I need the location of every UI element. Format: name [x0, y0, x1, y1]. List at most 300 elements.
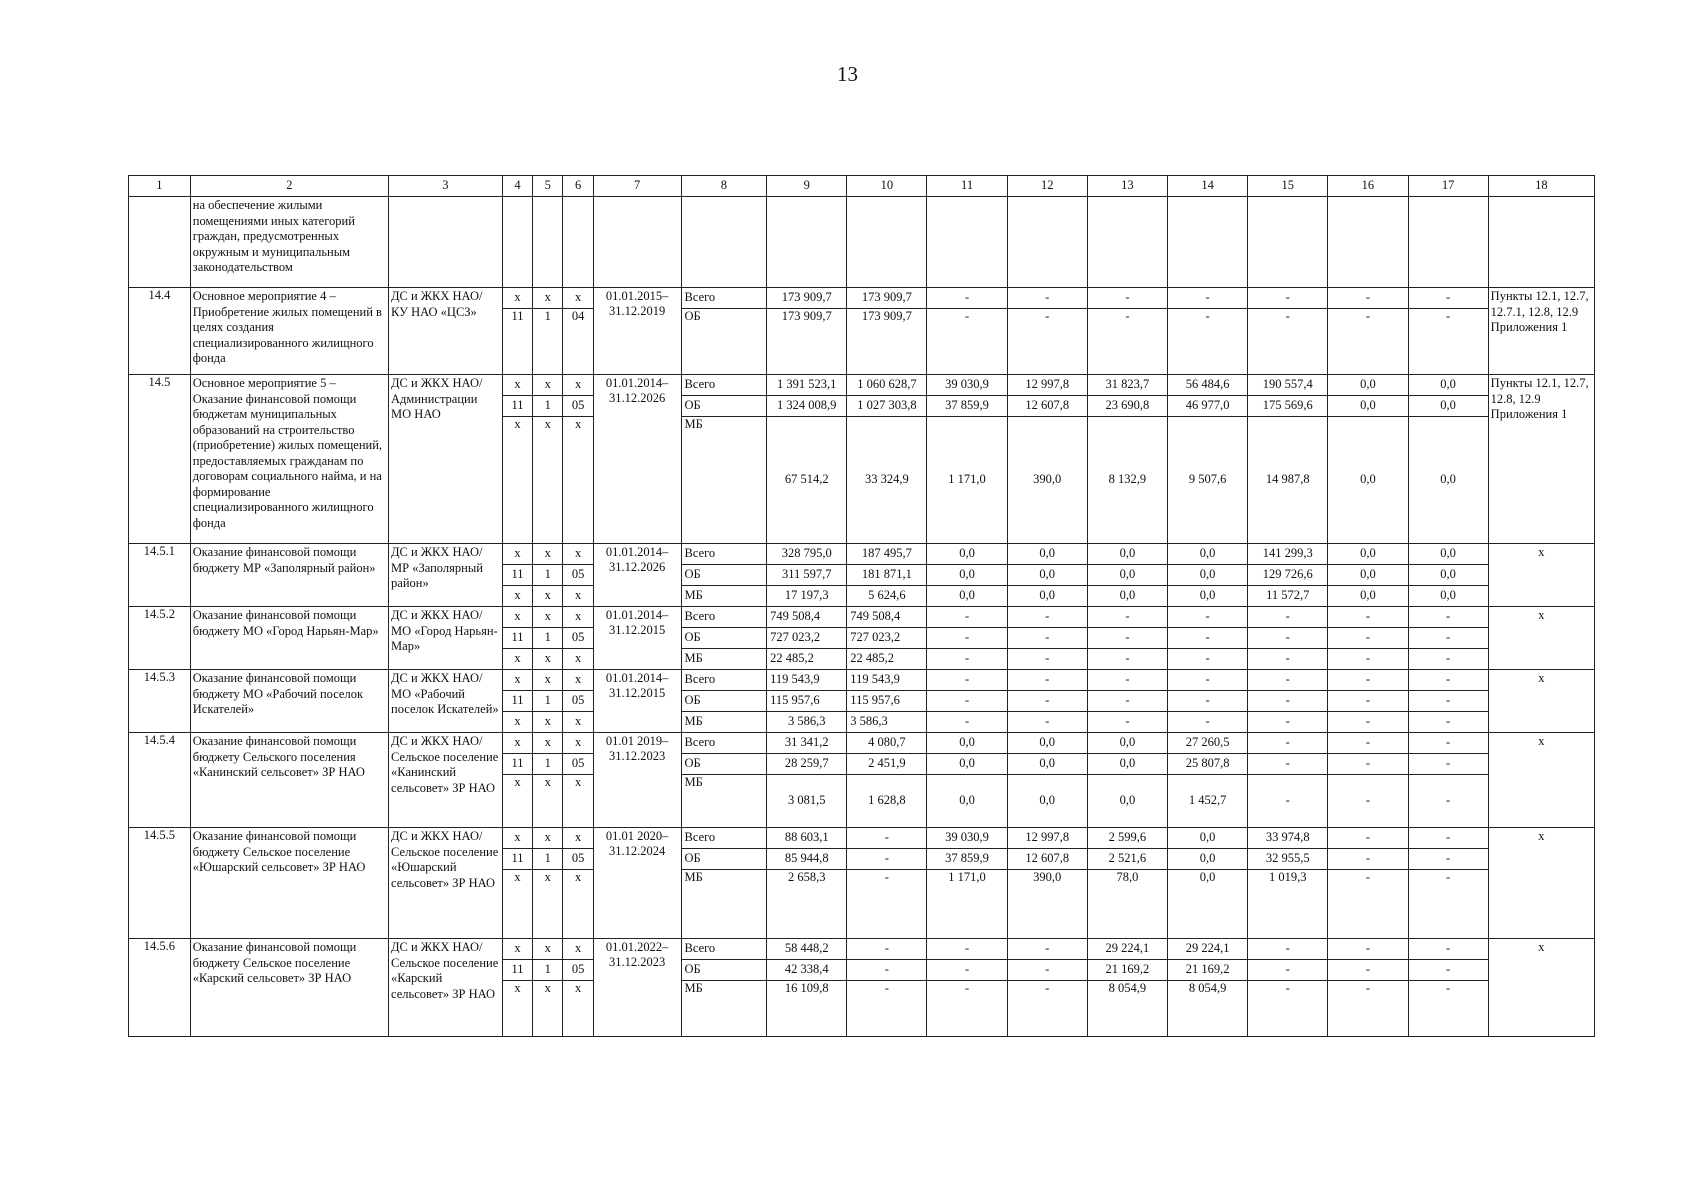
period: 01.01.2014– 31.12.2026: [593, 375, 681, 544]
code-cell: 11: [502, 309, 532, 375]
value-cell: -: [1087, 691, 1167, 712]
value-cell: -: [1248, 960, 1328, 981]
code-cell: х: [533, 733, 563, 754]
code-cell: х: [502, 775, 532, 828]
period: 01.01.2014– 31.12.2015: [593, 670, 681, 733]
value-cell: 12 997,8: [1007, 828, 1087, 849]
code-cell: 05: [563, 849, 593, 870]
value-cell: -: [1328, 309, 1408, 375]
value-cell: -: [1248, 628, 1328, 649]
funding-source: ОБ: [681, 691, 767, 712]
value-cell: 173 909,7: [767, 309, 847, 375]
value-cell: 21 169,2: [1167, 960, 1247, 981]
value-cell: -: [1087, 670, 1167, 691]
value-cell: -: [1007, 691, 1087, 712]
value-cell: -: [1007, 309, 1087, 375]
value-cell: 1 171,0: [927, 417, 1007, 544]
value-cell: 42 338,4: [767, 960, 847, 981]
value-cell: -: [847, 870, 927, 939]
code-cell: х: [563, 712, 593, 733]
value-cell: 8 054,9: [1167, 981, 1247, 1037]
funding-source: ОБ: [681, 628, 767, 649]
row-number: 14.5.1: [129, 544, 191, 607]
value-cell: 23 690,8: [1087, 396, 1167, 417]
value-cell: 0,0: [1408, 586, 1488, 607]
value-cell: 3 586,3: [847, 712, 927, 733]
code-cell: 1: [533, 309, 563, 375]
value-cell: 56 484,6: [1167, 375, 1247, 396]
code-cell: х: [563, 288, 593, 309]
funding-source: МБ: [681, 775, 767, 828]
value-cell: -: [927, 649, 1007, 670]
value-cell: 0,0: [1408, 396, 1488, 417]
value-cell: -: [927, 607, 1007, 628]
funding-source: МБ: [681, 586, 767, 607]
value-cell: 0,0: [1167, 828, 1247, 849]
value-cell: -: [1408, 981, 1488, 1037]
code-cell: х: [563, 417, 593, 544]
value-cell: -: [1408, 870, 1488, 939]
value-cell: 39 030,9: [927, 375, 1007, 396]
value-cell: -: [1248, 712, 1328, 733]
row-number: 14.5.3: [129, 670, 191, 733]
code-cell: 05: [563, 960, 593, 981]
value-cell: -: [927, 670, 1007, 691]
program-table: [128, 175, 1595, 1037]
code-cell: х: [563, 586, 593, 607]
table-row: [129, 544, 1595, 565]
activity-name: Оказание финансовой помощи бюджету Сельское поселение «Карский сельсовет» ЗР НАО: [190, 939, 388, 1037]
value-cell: 115 957,6: [847, 691, 927, 712]
value-cell: -: [1328, 849, 1408, 870]
code-cell: 11: [502, 691, 532, 712]
code-cell: х: [502, 544, 532, 565]
code-cell: х: [533, 288, 563, 309]
value-cell: -: [1408, 691, 1488, 712]
value-cell: 46 977,0: [1167, 396, 1247, 417]
col-header: 3: [389, 176, 503, 197]
value-cell: 37 859,9: [927, 396, 1007, 417]
note-cell: х: [1488, 544, 1594, 607]
col-header: 10: [847, 176, 927, 197]
code-cell: 05: [563, 628, 593, 649]
value-cell: -: [1328, 754, 1408, 775]
value-cell: 0,0: [1328, 396, 1408, 417]
value-cell: -: [927, 628, 1007, 649]
value-cell: 0,0: [1328, 565, 1408, 586]
page-number: 13: [837, 62, 858, 86]
value-cell: -: [1408, 712, 1488, 733]
value-cell: -: [1248, 775, 1328, 828]
value-cell: 8 132,9: [1087, 417, 1167, 544]
value-cell: -: [1007, 981, 1087, 1037]
value-cell: -: [927, 960, 1007, 981]
note-cell: Пункты 12.1, 12.7, 12.7.1, 12.8, 12.9 Приложения 1: [1488, 288, 1594, 375]
code-cell: 11: [502, 628, 532, 649]
value-cell: 37 859,9: [927, 849, 1007, 870]
value-cell: -: [1408, 309, 1488, 375]
value-cell: -: [1007, 628, 1087, 649]
value-cell: -: [1328, 775, 1408, 828]
value-cell: -: [1328, 628, 1408, 649]
col-header: 16: [1328, 176, 1408, 197]
value-cell: 119 543,9: [847, 670, 927, 691]
value-cell: 2 451,9: [847, 754, 927, 775]
value-cell: 115 957,6: [767, 691, 847, 712]
activity-name: Оказание финансовой помощи бюджету Сельского поселения «Канинский сельсовет» ЗР НАО: [190, 733, 388, 828]
activity-name: Основное мероприятие 5 – Оказание финансовой помощи бюджетам муниципальных образований на строительство (приобретение) жилых помещений, предоставляемых гражданам по договорам социального найма, и на формирование специализированного жилищного фонда: [190, 375, 388, 544]
code-cell: х: [533, 417, 563, 544]
value-cell: 727 023,2: [847, 628, 927, 649]
value-cell: 5 624,6: [847, 586, 927, 607]
period: 01.01.2014– 31.12.2015: [593, 607, 681, 670]
value-cell: -: [1087, 607, 1167, 628]
executor: ДС и ЖКХ НАО/ МО «Город Нарьян-Мар»: [389, 607, 503, 670]
value-cell: 190 557,4: [1248, 375, 1328, 396]
value-cell: 4 080,7: [847, 733, 927, 754]
value-cell: -: [1408, 649, 1488, 670]
value-cell: 33 974,8: [1248, 828, 1328, 849]
value-cell: 0,0: [1007, 565, 1087, 586]
value-cell: -: [1408, 939, 1488, 960]
code-cell: х: [533, 981, 563, 1037]
period: 01.01.2014– 31.12.2026: [593, 544, 681, 607]
value-cell: 25 807,8: [1167, 754, 1247, 775]
funding-source: МБ: [681, 870, 767, 939]
code-cell: 1: [533, 691, 563, 712]
executor: ДС и ЖКХ НАО/ Сельское поселение «Канинский сельсовет» ЗР НАО: [389, 733, 503, 828]
value-cell: 21 169,2: [1087, 960, 1167, 981]
code-cell: х: [502, 670, 532, 691]
value-cell: 0,0: [1167, 565, 1247, 586]
col-header: 6: [563, 176, 593, 197]
value-cell: 0,0: [1408, 417, 1488, 544]
value-cell: -: [927, 288, 1007, 309]
code-cell: 11: [502, 565, 532, 586]
value-cell: -: [1328, 649, 1408, 670]
col-header: 8: [681, 176, 767, 197]
value-cell: 187 495,7: [847, 544, 927, 565]
code-cell: 11: [502, 396, 532, 417]
value-cell: 175 569,6: [1248, 396, 1328, 417]
value-cell: 12 607,8: [1007, 396, 1087, 417]
funding-source: МБ: [681, 712, 767, 733]
value-cell: 0,0: [1007, 586, 1087, 607]
value-cell: -: [1248, 691, 1328, 712]
col-header: 13: [1087, 176, 1167, 197]
value-cell: 173 909,7: [847, 288, 927, 309]
funding-source: ОБ: [681, 309, 767, 375]
value-cell: 29 224,1: [1167, 939, 1247, 960]
value-cell: -: [1328, 691, 1408, 712]
value-cell: 29 224,1: [1087, 939, 1167, 960]
code-cell: 05: [563, 396, 593, 417]
executor: ДС и ЖКХ НАО/ Сельское поселение «Карский сельсовет» ЗР НАО: [389, 939, 503, 1037]
note-cell: х: [1488, 670, 1594, 733]
value-cell: 1 060 628,7: [847, 375, 927, 396]
value-cell: 12 607,8: [1007, 849, 1087, 870]
code-cell: х: [533, 607, 563, 628]
col-header: 4: [502, 176, 532, 197]
note-cell: х: [1488, 828, 1594, 939]
table-row-continuation: [129, 197, 1595, 288]
col-header: 9: [767, 176, 847, 197]
value-cell: -: [1408, 628, 1488, 649]
value-cell: 141 299,3: [1248, 544, 1328, 565]
funding-source: ОБ: [681, 396, 767, 417]
row-number: 14.4: [129, 288, 191, 375]
code-cell: х: [563, 649, 593, 670]
code-cell: 11: [502, 754, 532, 775]
value-cell: -: [1248, 981, 1328, 1037]
value-cell: 1 452,7: [1167, 775, 1247, 828]
value-cell: 749 508,4: [847, 607, 927, 628]
header-row: [129, 176, 1595, 197]
value-cell: -: [927, 712, 1007, 733]
value-cell: -: [1167, 712, 1247, 733]
value-cell: -: [1408, 754, 1488, 775]
value-cell: -: [1167, 607, 1247, 628]
value-cell: 0,0: [1087, 754, 1167, 775]
value-cell: 32 955,5: [1248, 849, 1328, 870]
funding-source: ОБ: [681, 960, 767, 981]
value-cell: -: [1007, 939, 1087, 960]
value-cell: 0,0: [1167, 544, 1247, 565]
value-cell: -: [1167, 309, 1247, 375]
value-cell: 1 324 008,9: [767, 396, 847, 417]
code-cell: х: [563, 733, 593, 754]
value-cell: 0,0: [1087, 733, 1167, 754]
executor: ДС и ЖКХ НАО/ МР «Заполярный район»: [389, 544, 503, 607]
code-cell: х: [502, 712, 532, 733]
code-cell: 1: [533, 754, 563, 775]
value-cell: 0,0: [1408, 565, 1488, 586]
funding-source: Всего: [681, 544, 767, 565]
value-cell: 17 197,3: [767, 586, 847, 607]
value-cell: -: [927, 691, 1007, 712]
code-cell: 1: [533, 396, 563, 417]
value-cell: 0,0: [927, 733, 1007, 754]
value-cell: 173 909,7: [847, 309, 927, 375]
code-cell: 11: [502, 849, 532, 870]
code-cell: х: [563, 607, 593, 628]
value-cell: -: [847, 960, 927, 981]
value-cell: 1 171,0: [927, 870, 1007, 939]
value-cell: -: [1328, 828, 1408, 849]
code-cell: х: [533, 828, 563, 849]
code-cell: 1: [533, 628, 563, 649]
value-cell: 0,0: [1087, 565, 1167, 586]
value-cell: 0,0: [1328, 375, 1408, 396]
value-cell: -: [1328, 712, 1408, 733]
code-cell: х: [533, 670, 563, 691]
value-cell: 78,0: [1087, 870, 1167, 939]
executor: ДС и ЖКХ НАО/ КУ НАО «ЦСЗ»: [389, 288, 503, 375]
value-cell: 16 109,8: [767, 981, 847, 1037]
code-cell: 1: [533, 960, 563, 981]
value-cell: 2 658,3: [767, 870, 847, 939]
value-cell: -: [1248, 733, 1328, 754]
value-cell: 2 599,6: [1087, 828, 1167, 849]
value-cell: -: [1408, 828, 1488, 849]
value-cell: 390,0: [1007, 870, 1087, 939]
funding-source: Всего: [681, 828, 767, 849]
value-cell: 0,0: [1087, 775, 1167, 828]
activity-name: Оказание финансовой помощи бюджету Сельское поселение «Юшарский сельсовет» ЗР НАО: [190, 828, 388, 939]
value-cell: -: [1408, 960, 1488, 981]
value-cell: 0,0: [927, 775, 1007, 828]
code-cell: 1: [533, 849, 563, 870]
value-cell: 27 260,5: [1167, 733, 1247, 754]
code-cell: 04: [563, 309, 593, 375]
value-cell: -: [1248, 754, 1328, 775]
table-row: [129, 670, 1595, 691]
value-cell: 2 521,6: [1087, 849, 1167, 870]
code-cell: х: [502, 939, 532, 960]
executor: ДС и ЖКХ НАО/ Сельское поселение «Юшарский сельсовет» ЗР НАО: [389, 828, 503, 939]
value-cell: 311 597,7: [767, 565, 847, 586]
value-cell: -: [1328, 939, 1408, 960]
value-cell: -: [1408, 607, 1488, 628]
value-cell: -: [1328, 288, 1408, 309]
table-row: [129, 828, 1595, 849]
value-cell: -: [1248, 309, 1328, 375]
value-cell: -: [1007, 288, 1087, 309]
value-cell: -: [927, 939, 1007, 960]
value-cell: -: [1167, 649, 1247, 670]
row-number: 14.5.4: [129, 733, 191, 828]
value-cell: 727 023,2: [767, 628, 847, 649]
period: 01.01 2020– 31.12.2024: [593, 828, 681, 939]
funding-source: МБ: [681, 649, 767, 670]
value-cell: 173 909,7: [767, 288, 847, 309]
funding-source: ОБ: [681, 565, 767, 586]
value-cell: 0,0: [1408, 544, 1488, 565]
code-cell: х: [533, 712, 563, 733]
funding-source: ОБ: [681, 754, 767, 775]
code-cell: х: [502, 417, 532, 544]
value-cell: -: [1408, 670, 1488, 691]
value-cell: 14 987,8: [1248, 417, 1328, 544]
table-row: [129, 733, 1595, 754]
value-cell: 0,0: [1408, 375, 1488, 396]
activity-name: Основное мероприятие 4 – Приобретение жилых помещений в целях создания специализированного жилищного фонда: [190, 288, 388, 375]
value-cell: 58 448,2: [767, 939, 847, 960]
value-cell: 0,0: [1167, 849, 1247, 870]
value-cell: 22 485,2: [767, 649, 847, 670]
value-cell: 0,0: [927, 544, 1007, 565]
table-row: [129, 607, 1595, 628]
value-cell: 181 871,1: [847, 565, 927, 586]
code-cell: х: [563, 544, 593, 565]
value-cell: -: [1087, 649, 1167, 670]
code-cell: х: [533, 544, 563, 565]
value-cell: 11 572,7: [1248, 586, 1328, 607]
note-cell: х: [1488, 733, 1594, 828]
code-cell: х: [502, 607, 532, 628]
code-cell: х: [563, 375, 593, 396]
code-cell: 05: [563, 754, 593, 775]
value-cell: 9 507,6: [1167, 417, 1247, 544]
value-cell: -: [847, 849, 927, 870]
value-cell: -: [1248, 649, 1328, 670]
code-cell: х: [502, 375, 532, 396]
value-cell: -: [1007, 960, 1087, 981]
code-cell: х: [502, 870, 532, 939]
value-cell: -: [1328, 870, 1408, 939]
value-cell: 0,0: [1328, 586, 1408, 607]
value-cell: -: [1248, 670, 1328, 691]
code-cell: 05: [563, 691, 593, 712]
value-cell: 31 823,7: [1087, 375, 1167, 396]
value-cell: -: [1248, 288, 1328, 309]
col-header: 15: [1248, 176, 1328, 197]
col-header: 11: [927, 176, 1007, 197]
activity-name: Оказание финансовой помощи бюджету МР «Заполярный район»: [190, 544, 388, 607]
funding-source: МБ: [681, 981, 767, 1037]
value-cell: 28 259,7: [767, 754, 847, 775]
code-cell: х: [563, 670, 593, 691]
row-number: 14.5: [129, 375, 191, 544]
value-cell: 12 997,8: [1007, 375, 1087, 396]
value-cell: -: [847, 981, 927, 1037]
value-cell: -: [1248, 607, 1328, 628]
value-cell: -: [1167, 691, 1247, 712]
value-cell: 85 944,8: [767, 849, 847, 870]
value-cell: 0,0: [927, 586, 1007, 607]
value-cell: 0,0: [1007, 733, 1087, 754]
col-header: 18: [1488, 176, 1594, 197]
value-cell: -: [1408, 849, 1488, 870]
value-cell: 33 324,9: [847, 417, 927, 544]
value-cell: -: [1007, 649, 1087, 670]
activity-name: Оказание финансовой помощи бюджету МО «Рабочий поселок Искателей»: [190, 670, 388, 733]
row-number: 14.5.5: [129, 828, 191, 939]
value-cell: 0,0: [1007, 775, 1087, 828]
funding-source: Всего: [681, 733, 767, 754]
row-number: 14.5.6: [129, 939, 191, 1037]
code-cell: х: [563, 870, 593, 939]
activity-name: Оказание финансовой помощи бюджету МО «Город Нарьян-Мар»: [190, 607, 388, 670]
code-cell: х: [502, 288, 532, 309]
col-header: 14: [1167, 176, 1247, 197]
funding-source: Всего: [681, 939, 767, 960]
code-cell: х: [563, 981, 593, 1037]
table-row: [129, 288, 1595, 309]
period: 01.01.2022– 31.12.2023: [593, 939, 681, 1037]
value-cell: 119 543,9: [767, 670, 847, 691]
row-number: 14.5.2: [129, 607, 191, 670]
value-cell: -: [1007, 607, 1087, 628]
table-row: [129, 375, 1595, 396]
col-header: 17: [1408, 176, 1488, 197]
executor: ДС и ЖКХ НАО/ МО «Рабочий поселок Искателей»: [389, 670, 503, 733]
funding-source: МБ: [681, 417, 767, 544]
value-cell: -: [927, 981, 1007, 1037]
value-cell: -: [1408, 733, 1488, 754]
col-header: 2: [190, 176, 388, 197]
code-cell: 1: [533, 565, 563, 586]
code-cell: х: [502, 649, 532, 670]
code-cell: х: [533, 870, 563, 939]
value-cell: -: [1328, 733, 1408, 754]
code-cell: х: [563, 939, 593, 960]
code-cell: 05: [563, 565, 593, 586]
funding-source: Всего: [681, 607, 767, 628]
value-cell: -: [1248, 939, 1328, 960]
funding-source: ОБ: [681, 849, 767, 870]
funding-source: Всего: [681, 375, 767, 396]
